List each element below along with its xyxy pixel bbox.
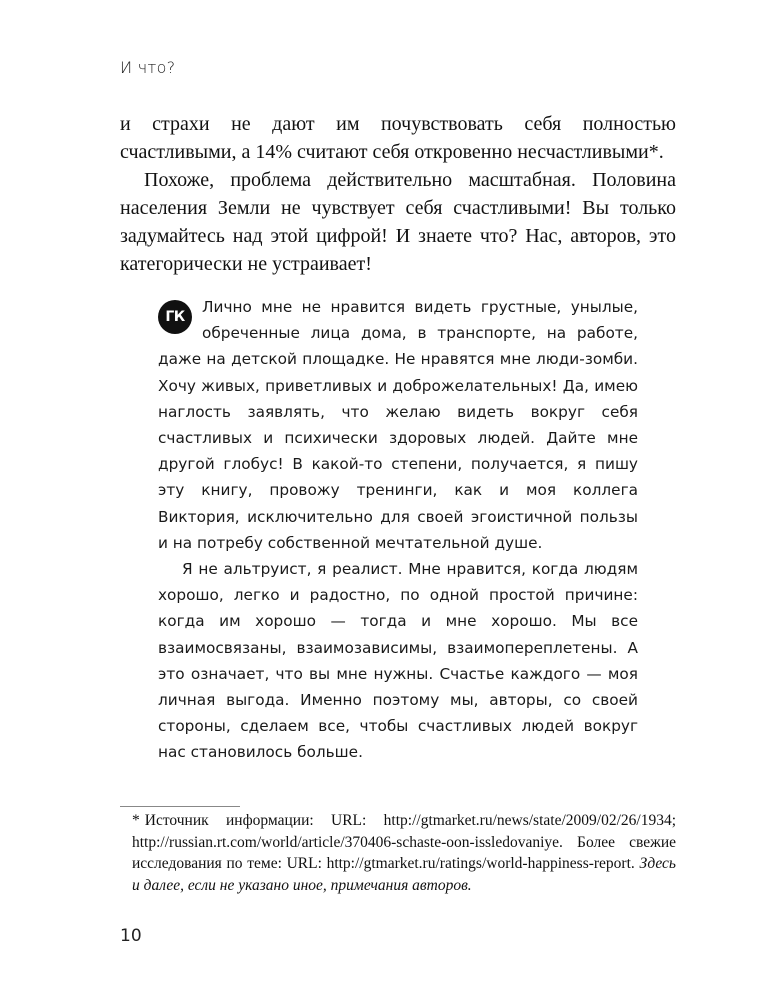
footnote-divider (120, 806, 240, 807)
main-paragraph-1: и страхи не дают им почувствовать себя полностью счастливыми, а 14% считают себя откровенно несчастливыми*. (120, 113, 676, 163)
main-text (120, 110, 676, 278)
author-initials-badge: ГК (158, 300, 192, 334)
footnote (132, 810, 676, 896)
running-head: И что? (120, 58, 176, 77)
footnote-text: Источник информации: URL: http://gtmarket.ru/news/state/2009/02/26/1934; http://russian.rt.com/world/article/370406-schaste-oon-issledovaniye. Более свежие исследования по теме: URL: http://gtmarket.ru/ratings/world-happiness-report. (132, 812, 676, 872)
footnote-italic-note: Здесь и далее, если не указано иное, примечания авторов. (132, 855, 676, 894)
page-number: 10 (120, 926, 142, 946)
main-paragraph-2: Похоже, проблема действительно масштабная. Половина населения Земли не чувствует себя счастливыми! Вы только задумайтесь над этой цифрой! И знаете что? Нас, авторов, это категорически не устраивает! (120, 169, 676, 275)
author-paragraph-2: Я не альтруист, я реалист. Мне нравится, когда людям хорошо, легко и радостно, по одной простой причине: когда им хорошо — тогда и мне хорошо. Мы все взаимосвязаны, взаимозависимы, взаимопереплетены. А это означает, что вы мне нужны. Счастье каждого — моя личная выгода. Именно поэтому мы, авторы, со своей стороны, сделаем все, чтобы счастливых людей вокруг нас становилось больше. (158, 560, 638, 762)
footnote-marker: * (132, 812, 140, 829)
author-paragraph-1: Лично мне не нравится видеть грустные, унылые, обреченные лица дома, в транспорте, на работе, даже на детской площадке. Не нравятся мне люди-зомби. Хочу живых, приветливых и доброжелательных! Да, имею наглость заявлять, что желаю видеть вокруг себя счастливых и психически здоровых людей. Дайте мне другой глобус! В какой-то степени, получается, я пишу эту книгу, провожу тренинги, как и моя коллега Виктория, исключительно для своей эгоистичной пользы и на потребу собственной мечтательной душе. (158, 298, 638, 552)
author-commentary (158, 294, 638, 766)
